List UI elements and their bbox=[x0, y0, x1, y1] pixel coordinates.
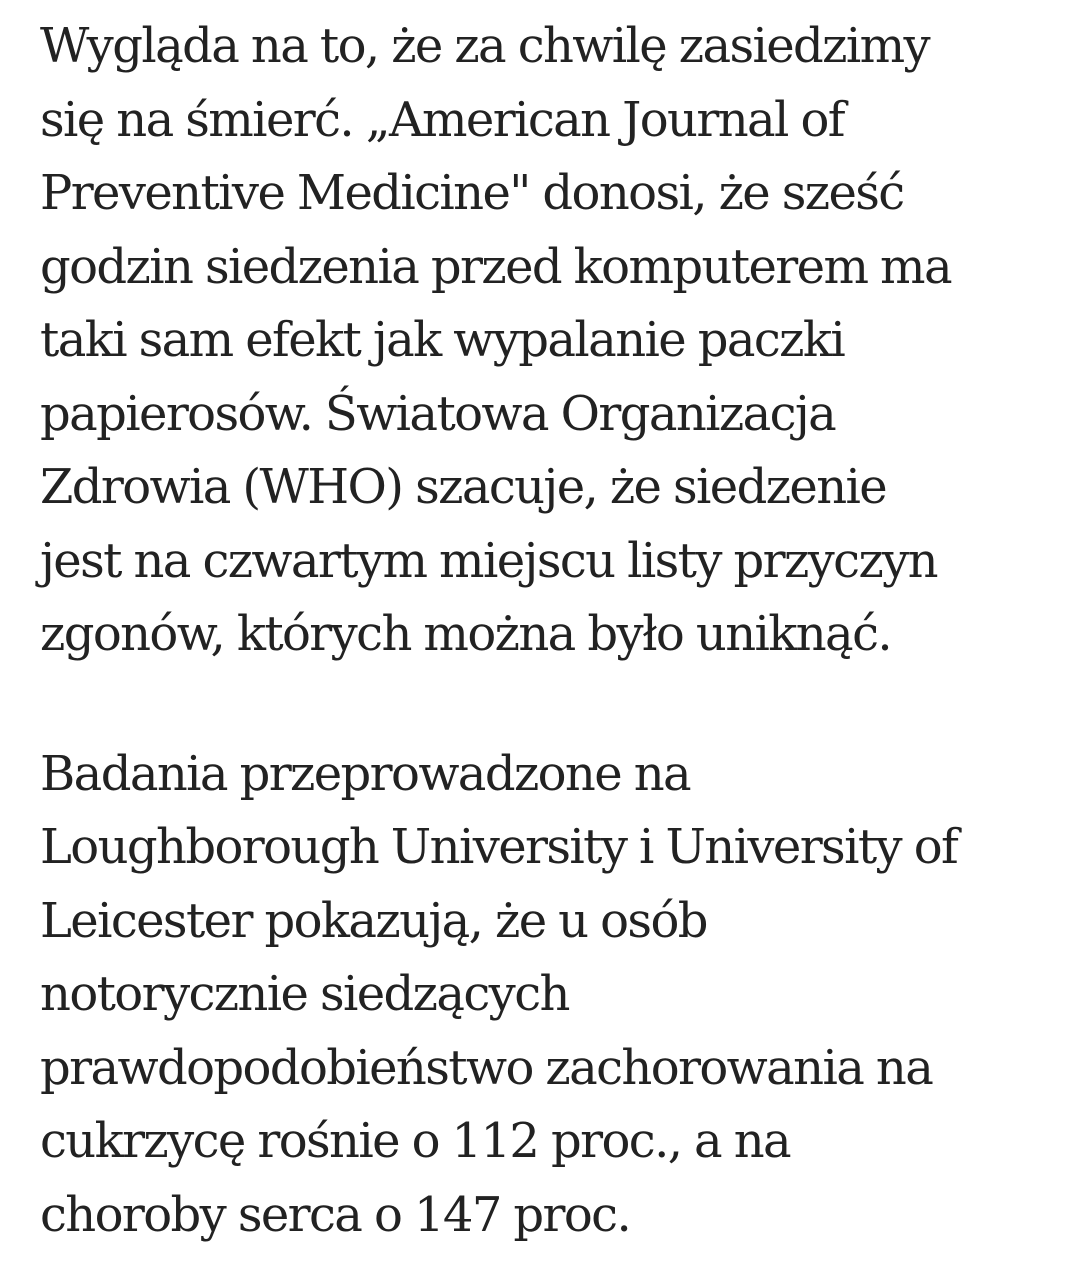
paragraph-line: taki sam efekt jak wypalanie paczki bbox=[40, 312, 845, 368]
paragraph-line: prawdopodobieństwo zachorowania na bbox=[40, 1039, 933, 1096]
article-paragraph-1 bbox=[40, 10, 1060, 672]
paragraph-line: Loughborough University i University of bbox=[40, 819, 958, 875]
paragraph-line: cukrzycę rośnie o 112 proc., a na bbox=[40, 1113, 791, 1169]
paragraph-line: Wygląda na to, że za chwilę zasiedzimy bbox=[40, 18, 930, 74]
paragraph-line: zgonów, których można było uniknąć. bbox=[40, 606, 892, 662]
paragraph-line: choroby serca o 147 proc. bbox=[40, 1186, 631, 1243]
paragraph-line: Zdrowia (WHO) szacuje, że siedzenie bbox=[40, 459, 887, 515]
paragraph-line: Leicester pokazują, że u osób bbox=[40, 892, 707, 949]
article-body bbox=[40, 10, 1060, 1252]
article-paragraph-2 bbox=[40, 738, 1060, 1253]
paragraph-line: się na śmierć. „American Journal of bbox=[40, 91, 844, 148]
paragraph-line: papierosów. Światowa Organizacja bbox=[40, 385, 836, 442]
paragraph-line: Preventive Medicine" donosi, że sześć bbox=[40, 165, 904, 221]
paragraph-line: jest na czwartym miejscu listy przyczyn bbox=[40, 532, 937, 589]
paragraph-line: notorycznie siedzących bbox=[40, 966, 569, 1022]
paragraph-spacer bbox=[40, 672, 1060, 738]
paragraph-line: Badania przeprowadzone na bbox=[40, 745, 691, 802]
paragraph-line: godzin siedzenia przed komputerem ma bbox=[40, 238, 951, 295]
